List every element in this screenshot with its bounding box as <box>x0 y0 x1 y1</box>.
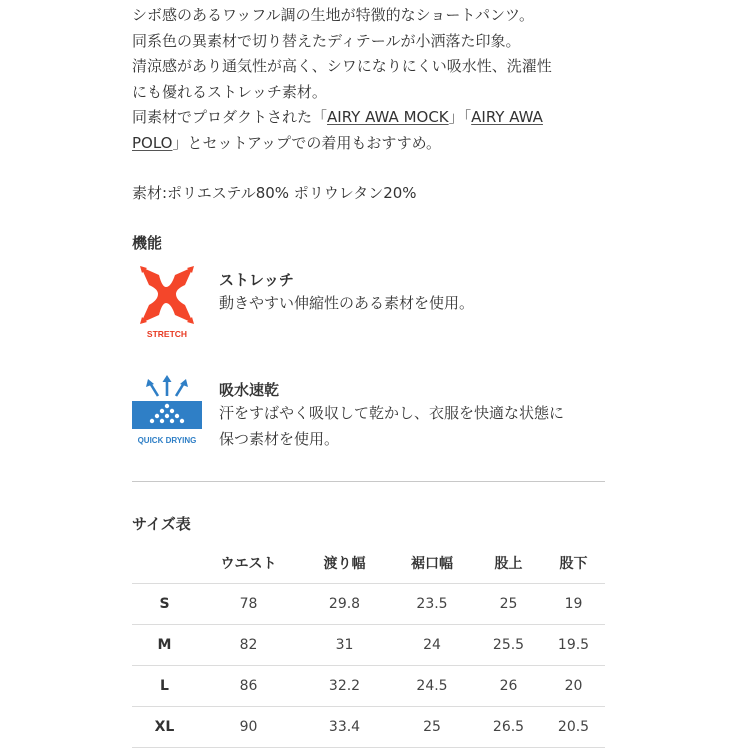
column-header-hem-width: 裾口幅 <box>411 556 453 572</box>
feature-title: 吸水速乾 <box>219 381 280 399</box>
column-header-thigh-width: 渡り幅 <box>323 556 366 572</box>
table-row <box>132 625 605 666</box>
feature-description-line: 汗をすばやく吸収して乾かし、衣服を快適な状態に <box>219 404 565 422</box>
description-line: シボ感のあるワッフル調の生地が特徴的なショートパンツ。 <box>132 6 535 24</box>
table-cell: 29.8 <box>328 596 361 612</box>
size-label: S <box>159 596 170 612</box>
column-header <box>132 543 197 584</box>
table-cell: 19 <box>564 596 583 612</box>
quick-drying-icon <box>132 374 202 458</box>
column-header-rise: 股上 <box>494 556 523 572</box>
section-divider <box>132 481 605 482</box>
stretch-icon <box>132 263 202 347</box>
feature-description-line: 保つ素材を使用。 <box>219 429 340 448</box>
table-row <box>132 584 605 625</box>
quick-drying-icon-label: QUICK DRYING <box>137 436 197 445</box>
stretch-icon-label: STRETCH <box>146 329 188 339</box>
description-line: にも優れるストレッチ素材。 <box>132 82 327 101</box>
features-heading: 機能 <box>132 234 163 252</box>
product-description <box>132 3 605 156</box>
feature-description <box>219 291 474 317</box>
column-header-inseam: 股下 <box>559 556 588 572</box>
product-detail <box>132 0 605 735</box>
table-cell: 82 <box>239 637 258 653</box>
table-cell: 78 <box>239 596 258 612</box>
description-line: 同系色の異素材で切り替えたディテールが小洒落た印象。 <box>132 31 521 50</box>
size-label: L <box>160 678 169 694</box>
column-header-waist: ウエスト <box>220 556 277 572</box>
table-cell: 23.5 <box>416 596 448 612</box>
size-label: M <box>157 637 172 653</box>
size-label: XL <box>154 719 175 735</box>
table-cell: 26.5 <box>492 719 525 735</box>
table-cell: 33.4 <box>328 719 361 735</box>
feature-description <box>219 401 564 452</box>
table-cell: 20.5 <box>557 719 590 735</box>
airy-awa-mock-link[interactable]: AIRY AWA MOCK <box>327 108 449 126</box>
feature-description-line: 動きやすい伸縮性のある素材を使用。 <box>219 294 475 312</box>
table-cell: 20 <box>564 678 583 694</box>
table-cell: 25.5 <box>492 637 525 653</box>
description-text: 」「 <box>448 108 472 126</box>
size-table-heading: サイズ表 <box>132 515 191 533</box>
table-row <box>132 707 605 748</box>
description-line <box>132 131 605 157</box>
table-cell: 32.2 <box>328 678 361 694</box>
table-cell: 31 <box>335 637 354 653</box>
table-cell: 24 <box>423 637 441 653</box>
description-text: 」とセットアップでの着用もおすすめ。 <box>172 133 441 152</box>
table-cell: 90 <box>239 719 258 735</box>
feature-title: ストレッチ <box>219 271 294 289</box>
description-line <box>132 105 605 131</box>
airy-awa-polo-link-cont[interactable]: POLO <box>132 133 173 152</box>
description-text: 同素材でプロダクトされた「 <box>132 108 328 126</box>
description-line: 清涼感があり通気性が高く、シワになりにくい吸水性、洗濯性 <box>132 57 552 75</box>
table-cell: 86 <box>239 678 258 694</box>
table-row <box>132 666 605 707</box>
size-table-header-row <box>132 543 605 584</box>
table-cell: 19.5 <box>557 637 590 653</box>
airy-awa-polo-link[interactable]: AIRY AWA <box>471 108 543 126</box>
table-cell: 26 <box>499 678 518 694</box>
table-cell: 25 <box>499 596 518 612</box>
table-cell: 25 <box>423 719 441 735</box>
material-text: 素材:ポリエステル80% ポリウレタン20% <box>132 184 417 202</box>
table-cell: 24.5 <box>416 678 448 694</box>
size-table <box>132 543 605 748</box>
